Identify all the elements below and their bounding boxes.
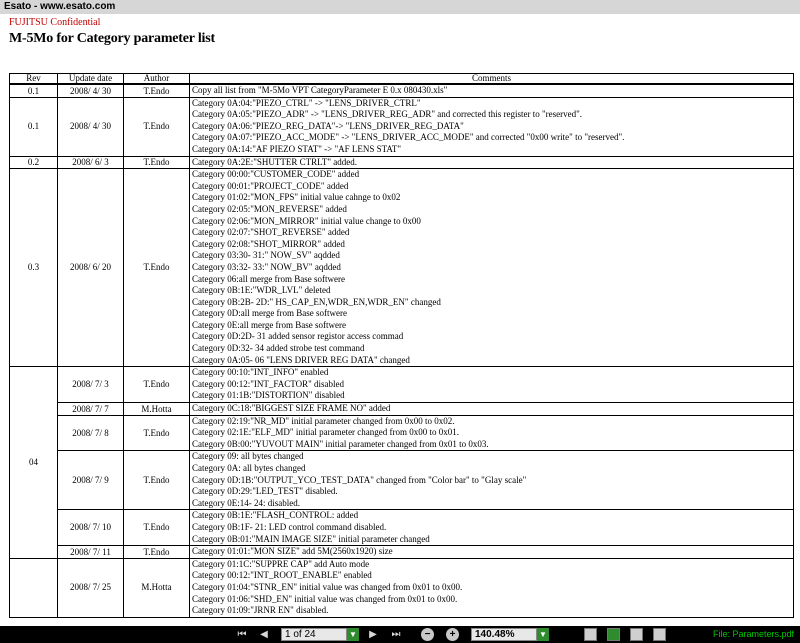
pdf-viewer-toolbar	[0, 626, 800, 643]
table-row	[10, 403, 794, 416]
comments-cell	[190, 97, 794, 156]
zoom-out-icon[interactable]: −	[421, 628, 434, 641]
column-header-author: Author	[124, 74, 190, 85]
comment-line: Category 0A:07:"PIEZO_ACC_MODE" -> "LENS_DRIVER_ACC_MODE" and corrected "0x00 write" to "reserved".	[192, 132, 625, 143]
comment-line: Category 0D:29:"LED_TEST" disabled.	[192, 486, 338, 497]
column-header-date: Update date	[58, 74, 124, 85]
date-cell: 2008/ 7/ 25	[58, 558, 124, 617]
page-number-input[interactable]	[281, 628, 347, 641]
author-cell: T.Endo	[124, 415, 190, 451]
next-page-icon[interactable]: ▶	[369, 629, 377, 640]
comment-line: Category 0B:1F- 21: LED control command disabled.	[192, 521, 387, 532]
date-cell: 2008/ 6/ 3	[58, 156, 124, 169]
rev-cell	[10, 558, 58, 617]
author-cell: M.Hotta	[124, 558, 190, 617]
comment-line: Category 0D:all merge from Base softwere	[192, 308, 348, 319]
comment-line: Category 0E:all merge from Base softwere	[192, 319, 347, 330]
comment-line: Category 0B:00:"YUVOUT MAIN" initial parameter changed from 0x01 to 0x03.	[192, 438, 489, 449]
comment-line: Category 0A:06:"PIEZO_REG_DATA"-> "LENS_DRIVER_REG_DATA"	[192, 120, 464, 131]
date-cell: 2008/ 7/ 8	[58, 415, 124, 451]
column-header-rev: Rev	[10, 74, 58, 85]
comment-line: Category 0A:05:"PIEZO_ADR" -> "LENS_DRIVER_REG_ADR" and corrected this register to "reserved".	[192, 109, 583, 120]
comment-line: Category 02:07:"SHOT_REVERSE" added	[192, 227, 350, 238]
comment-line: Category 00:10:"INT_INFO" enabled	[192, 367, 329, 378]
date-cell: 2008/ 6/ 20	[58, 169, 124, 367]
pdf-page-view[interactable]	[0, 14, 800, 626]
zoom-level-value: 140.48%	[475, 629, 515, 640]
table-row	[10, 97, 794, 156]
date-cell: 2008/ 7/ 9	[58, 451, 124, 510]
comment-line: Category 0B:1E:"WDR_LVL" deleted	[192, 285, 331, 296]
confidential-label: FUJITSU Confidential	[9, 17, 101, 28]
comment-line: Category 00:01:"PROJECT_CODE" added	[192, 180, 349, 191]
comment-line: Category 01:1C:"SUPPRE CAP" add Auto mode	[192, 558, 370, 569]
comment-line: Category 0A:2E:"SHUTTER CTRLT" added.	[192, 156, 357, 167]
author-cell: T.Endo	[124, 84, 190, 97]
author-cell: T.Endo	[124, 169, 190, 367]
comments-cell	[190, 451, 794, 510]
table-row	[10, 169, 794, 367]
date-cell: 2008/ 4/ 30	[58, 97, 124, 156]
comments-cell	[190, 403, 794, 416]
author-cell: T.Endo	[124, 367, 190, 403]
comment-line: Category 0A:04:"PIEZO_CTRL" -> "LENS_DRIVER_CTRL"	[192, 97, 421, 108]
window-title-bar	[0, 0, 800, 14]
page-dropdown-icon[interactable]: ▼	[347, 628, 359, 641]
comments-cell	[190, 415, 794, 451]
fullscreen-icon[interactable]	[653, 628, 666, 641]
date-cell: 2008/ 7/ 7	[58, 403, 124, 416]
comments-cell	[190, 367, 794, 403]
comments-cell	[190, 558, 794, 617]
comment-line: Category 01:01:"MON SIZE" add 5M(2560x1920) size	[192, 546, 393, 557]
rev-cell: 0.2	[10, 156, 58, 169]
comment-line: Category 02:08:"SHOT_MIRROR" added	[192, 238, 345, 249]
zoom-level-input[interactable]	[471, 628, 537, 641]
table-row	[10, 367, 794, 403]
prev-page-icon[interactable]: ◀	[260, 629, 268, 640]
comment-line: Copy all list from "M-5Mo VPT CategoryParameter E 0.x 080430.xls"	[192, 85, 448, 95]
comment-line: Category 0E:14- 24: disabled.	[192, 497, 300, 508]
comment-line: Category 0B:01:"MAIN IMAGE SIZE" initial parameter changed	[192, 533, 430, 544]
file-name-label: File: Parameters.pdf	[712, 629, 794, 639]
comment-line: Category 00:12:"INT_FACTOR" disabled	[192, 378, 345, 389]
author-cell: M.Hotta	[124, 403, 190, 416]
table-row	[10, 558, 794, 617]
table-header-row	[10, 74, 794, 85]
column-header-comments: Comments	[190, 74, 794, 85]
rev-cell: 0.1	[10, 97, 58, 156]
author-cell: T.Endo	[124, 451, 190, 510]
author-cell: T.Endo	[124, 97, 190, 156]
comment-line: Category 06:all merge from Base softwere	[192, 273, 346, 284]
date-cell: 2008/ 7/ 11	[58, 546, 124, 559]
comment-line: Category 0B:1E:"FLASH_CONTROL: added	[192, 510, 359, 521]
last-page-icon[interactable]: ⏭	[391, 629, 401, 640]
thumbnail-icon[interactable]	[630, 628, 643, 641]
comment-line: Category 01:06:"SHD_EN" initial value was changed from 0x01 to 0x00.	[192, 593, 458, 604]
zoom-dropdown-icon[interactable]: ▼	[537, 628, 549, 641]
author-cell: T.Endo	[124, 156, 190, 169]
comment-line: Category 0D:32- 34 added strobe test command	[192, 343, 365, 354]
comments-cell	[190, 84, 794, 97]
first-page-icon[interactable]: ⏮	[237, 629, 247, 640]
comments-cell	[190, 546, 794, 559]
comment-line: Category 03:32- 33:" NOW_BV" aqdded	[192, 261, 341, 272]
comments-cell	[190, 156, 794, 169]
comment-line: Category 01:04:"STNR_EN" initial value was changed from 0x01 to 0x00.	[192, 581, 463, 592]
table-row	[10, 84, 794, 97]
comment-line: Category 02:19:"NR_MD" initial parameter changed from 0x00 to 0x02.	[192, 415, 455, 426]
table-row	[10, 156, 794, 169]
comment-line: Category 02:1E:"ELF_MD" initial parameter changed from 0x00 to 0x01.	[192, 427, 460, 438]
table-row	[10, 510, 794, 546]
date-cell: 2008/ 7/ 3	[58, 367, 124, 403]
author-cell: T.Endo	[124, 546, 190, 559]
comment-line: Category 01:02:"MON_FPS" initial value cahnge to 0x02	[192, 192, 401, 203]
comment-line: Category 00:00:"CUSTOMER_CODE" added	[192, 169, 360, 180]
rev-cell: 0.1	[10, 84, 58, 97]
comment-line: Category 0A: all bytes changed	[192, 463, 306, 473]
document-title: M-5Mo for Category parameter list	[9, 31, 215, 46]
comment-line: Category 03:30- 31:" NOW_SV" aqdded	[192, 250, 340, 261]
comment-line: Category 0B:2B- 2D:" HS_CAP_EN,WDR_EN,WDR_EN" changed	[192, 296, 441, 307]
comment-line: Category 02:05:"MON_REVERSE" added	[192, 203, 347, 214]
date-cell: 2008/ 7/ 10	[58, 510, 124, 546]
author-cell: T.Endo	[124, 510, 190, 546]
comment-line: Category 01:1B:"DISTORTION" disabled	[192, 390, 345, 401]
zoom-in-icon[interactable]: +	[446, 628, 459, 641]
date-cell: 2008/ 4/ 30	[58, 84, 124, 97]
comment-line: Category 0A:14:"AF PIEZO STAT" -> "AF LENS STAT"	[192, 143, 402, 154]
table-row	[10, 546, 794, 559]
comment-line: Category 0D:2D- 31 added sensor registor access commad	[192, 331, 404, 342]
comment-line: Category 0C:18:"BIGGEST SIZE FRAME NO" added	[192, 403, 391, 414]
rev-cell: 0.3	[10, 169, 58, 367]
comment-line: Category 01:09:"JRNR EN" disabled.	[192, 605, 329, 616]
revision-table-body	[10, 84, 794, 617]
table-row	[10, 451, 794, 510]
comment-line: Category 0D:1B:"OUTPUT_YCO_TEST_DATA" changed from "Color bar" to "Glay scale"	[192, 474, 527, 485]
continuous-page-icon[interactable]	[607, 628, 620, 641]
single-page-icon[interactable]	[584, 628, 597, 641]
comments-cell	[190, 169, 794, 367]
window-title: Esato - www.esato.com	[4, 1, 116, 12]
rev-cell: 04	[10, 367, 58, 559]
revision-table	[9, 73, 794, 618]
comments-cell	[190, 510, 794, 546]
comment-line: Category 0A:05- 06 "LENS DRIVER REG DATA" changed	[192, 354, 410, 365]
comment-line: Category 09: all bytes changed	[192, 451, 304, 462]
comment-line: Category 00:12:"INT_ROOT_ENABLE" enabled	[192, 570, 372, 581]
table-row	[10, 415, 794, 451]
comment-line: Category 02:06:"MON_MIRROR" initial value change to 0x00	[192, 215, 421, 226]
page-number-value: 1 of 24	[285, 629, 316, 640]
